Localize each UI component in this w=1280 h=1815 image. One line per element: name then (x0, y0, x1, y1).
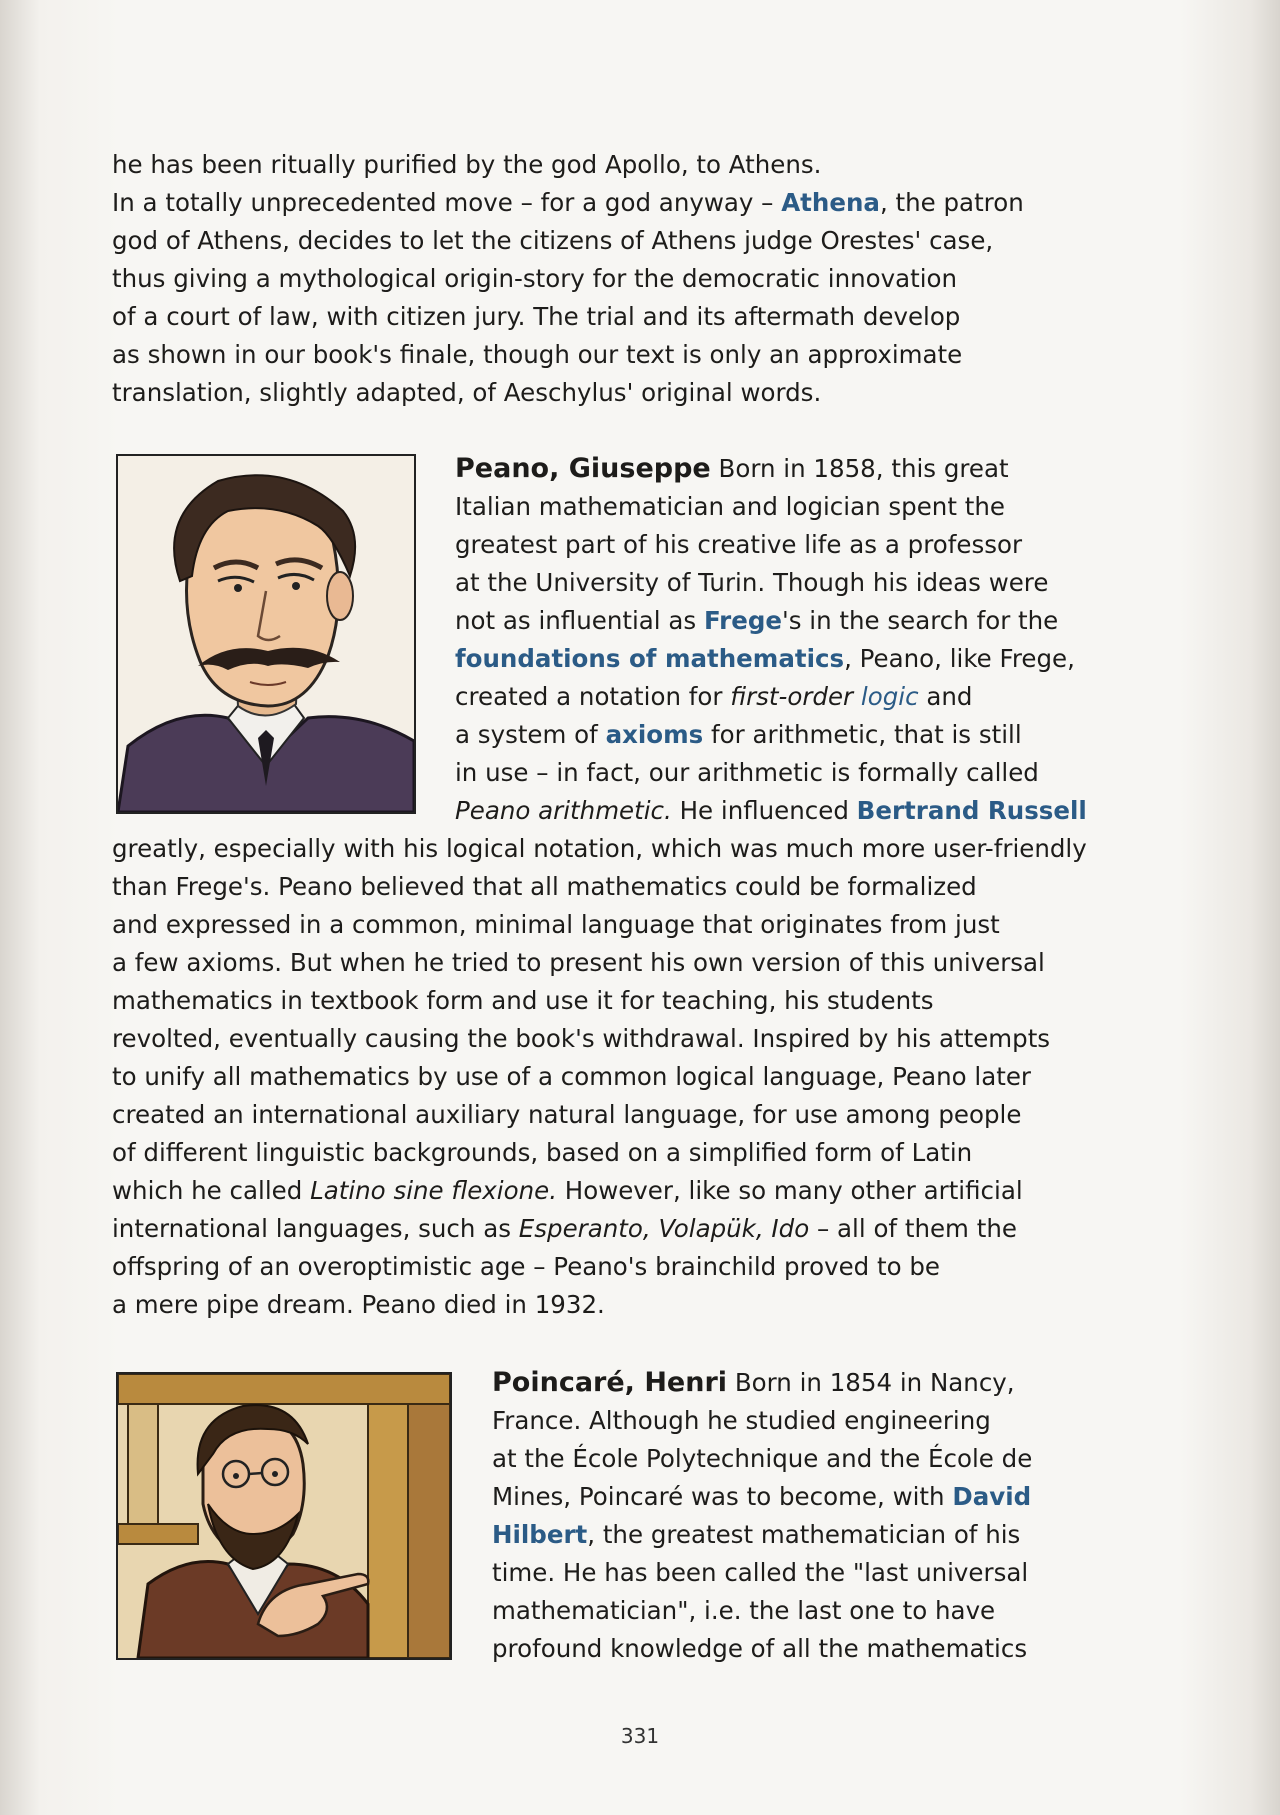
text-line: of a court of law, with citizen jury. The trial and its aftermath develop (112, 302, 961, 331)
text-span: Born in 1854 in Nancy, (727, 1368, 1015, 1397)
peano-illustration (118, 456, 414, 812)
poincare-entry (492, 1364, 1102, 1668)
peano-portrait (116, 454, 416, 814)
entry-heading-peano: Peano, Giuseppe (455, 453, 711, 484)
text-line (455, 792, 1105, 830)
text-line: than Frege's. Peano believed that all mathematics could be formalized (112, 872, 977, 901)
text-line: in use – in fact, our arithmetic is formally called (455, 758, 1039, 787)
text-span: and (918, 682, 973, 711)
text-span: , the greatest mathematician of his (587, 1520, 1021, 1549)
text-line: profound knowledge of all the mathematics (492, 1634, 1028, 1663)
text-span: Born in 1858, this great (710, 454, 1009, 483)
text-line: mathematics in textbook form and use it for teaching, his students (112, 986, 934, 1015)
text-span: , Peano, like Frege, (844, 644, 1075, 673)
text-span: not as influential as (455, 606, 704, 635)
link-logic[interactable]: logic (860, 682, 919, 711)
text-line: of different linguistic backgrounds, based on a simplified form of Latin (112, 1138, 973, 1167)
text-span: a system of (455, 720, 606, 749)
text-line: a mere pipe dream. Peano died in 1932. (112, 1290, 605, 1319)
entry-heading-poincare: Poincaré, Henri (492, 1367, 728, 1398)
text-line: France. Although he studied engineering (492, 1406, 991, 1435)
text-line (455, 678, 1105, 716)
text-line (455, 640, 1105, 678)
text-span: international languages, such as (112, 1214, 519, 1243)
intro-paragraph (112, 146, 1112, 412)
text-line: he has been ritually purified by the god Apollo, to Athens. (112, 150, 822, 179)
text-line (492, 1516, 1102, 1554)
link-bertrand-russell[interactable]: Bertrand Russell (856, 796, 1087, 825)
poincare-portrait (116, 1372, 452, 1660)
text-line: thus giving a mythological origin-story for the democratic innovation (112, 264, 958, 293)
text-line (492, 1364, 1102, 1402)
text-span: Mines, Poincaré was to become, with (492, 1482, 953, 1511)
text-line: at the University of Turin. Though his ideas were (455, 568, 1049, 597)
link-athena[interactable]: Athena (781, 188, 880, 217)
link-frege[interactable]: Frege (703, 606, 782, 635)
text-line: greatest part of his creative life as a professor (455, 530, 1023, 559)
peano-entry-body (112, 830, 1122, 1324)
text-line (492, 1478, 1102, 1516)
text-line: as shown in our book's finale, though our text is only an approximate (112, 340, 963, 369)
text-line: created an international auxiliary natural language, for use among people (112, 1100, 1022, 1129)
text-line: at the École Polytechnique and the École de (492, 1444, 1033, 1473)
page-number: 331 (620, 1724, 660, 1748)
text-line (112, 1172, 1122, 1210)
text-line: to unify all mathematics by use of a common logical language, Peano later (112, 1062, 1031, 1091)
italic-text: Latino sine flexione. (310, 1176, 557, 1205)
text-line: greatly, especially with his logical notation, which was much more user-friendly (112, 834, 1087, 863)
text-span: – all of them the (809, 1214, 1017, 1243)
link-foundations-of-mathematics[interactable]: foundations of mathematics (455, 644, 845, 673)
text-line (112, 1210, 1122, 1248)
italic-text: first-order (730, 682, 861, 711)
text-line: translation, slightly adapted, of Aeschylus' original words. (112, 378, 822, 407)
link-hilbert[interactable]: Hilbert (492, 1520, 588, 1549)
peano-entry-intro (455, 450, 1105, 830)
italic-text: Esperanto, Volapük, Ido (518, 1214, 810, 1243)
text-span: which he called (112, 1176, 311, 1205)
text-span: He influenced (671, 796, 857, 825)
text-line: and expressed in a common, minimal language that originates from just (112, 910, 1000, 939)
text-line: god of Athens, decides to let the citizens of Athens judge Orestes' case, (112, 226, 994, 255)
text-line (455, 716, 1105, 754)
text-span: created a notation for (455, 682, 731, 711)
link-david-hilbert[interactable]: David (952, 1482, 1032, 1511)
text-span: 's in the search for the (782, 606, 1059, 635)
text-span: , the patron (879, 188, 1024, 217)
text-line: revolted, eventually causing the book's withdrawal. Inspired by his attempts (112, 1024, 1051, 1053)
text-line: a few axioms. But when he tried to present his own version of this universal (112, 948, 1045, 977)
poincare-illustration (118, 1374, 450, 1658)
text-span: In a totally unprecedented move – for a god anyway – (112, 188, 782, 217)
text-line: time. He has been called the "last universal (492, 1558, 1029, 1587)
text-line: Italian mathematician and logician spent the (455, 492, 1005, 521)
italic-text: Peano arithmetic. (455, 796, 672, 825)
link-axioms[interactable]: axioms (605, 720, 704, 749)
text-line (455, 450, 1105, 488)
text-line: mathematician", i.e. the last one to have (492, 1596, 996, 1625)
text-line: offspring of an overoptimistic age – Peano's brainchild proved to be (112, 1252, 940, 1281)
text-line (112, 184, 1112, 222)
text-line (455, 602, 1105, 640)
text-span: However, like so many other artificial (557, 1176, 1023, 1205)
text-span: for arithmetic, that is still (703, 720, 1022, 749)
